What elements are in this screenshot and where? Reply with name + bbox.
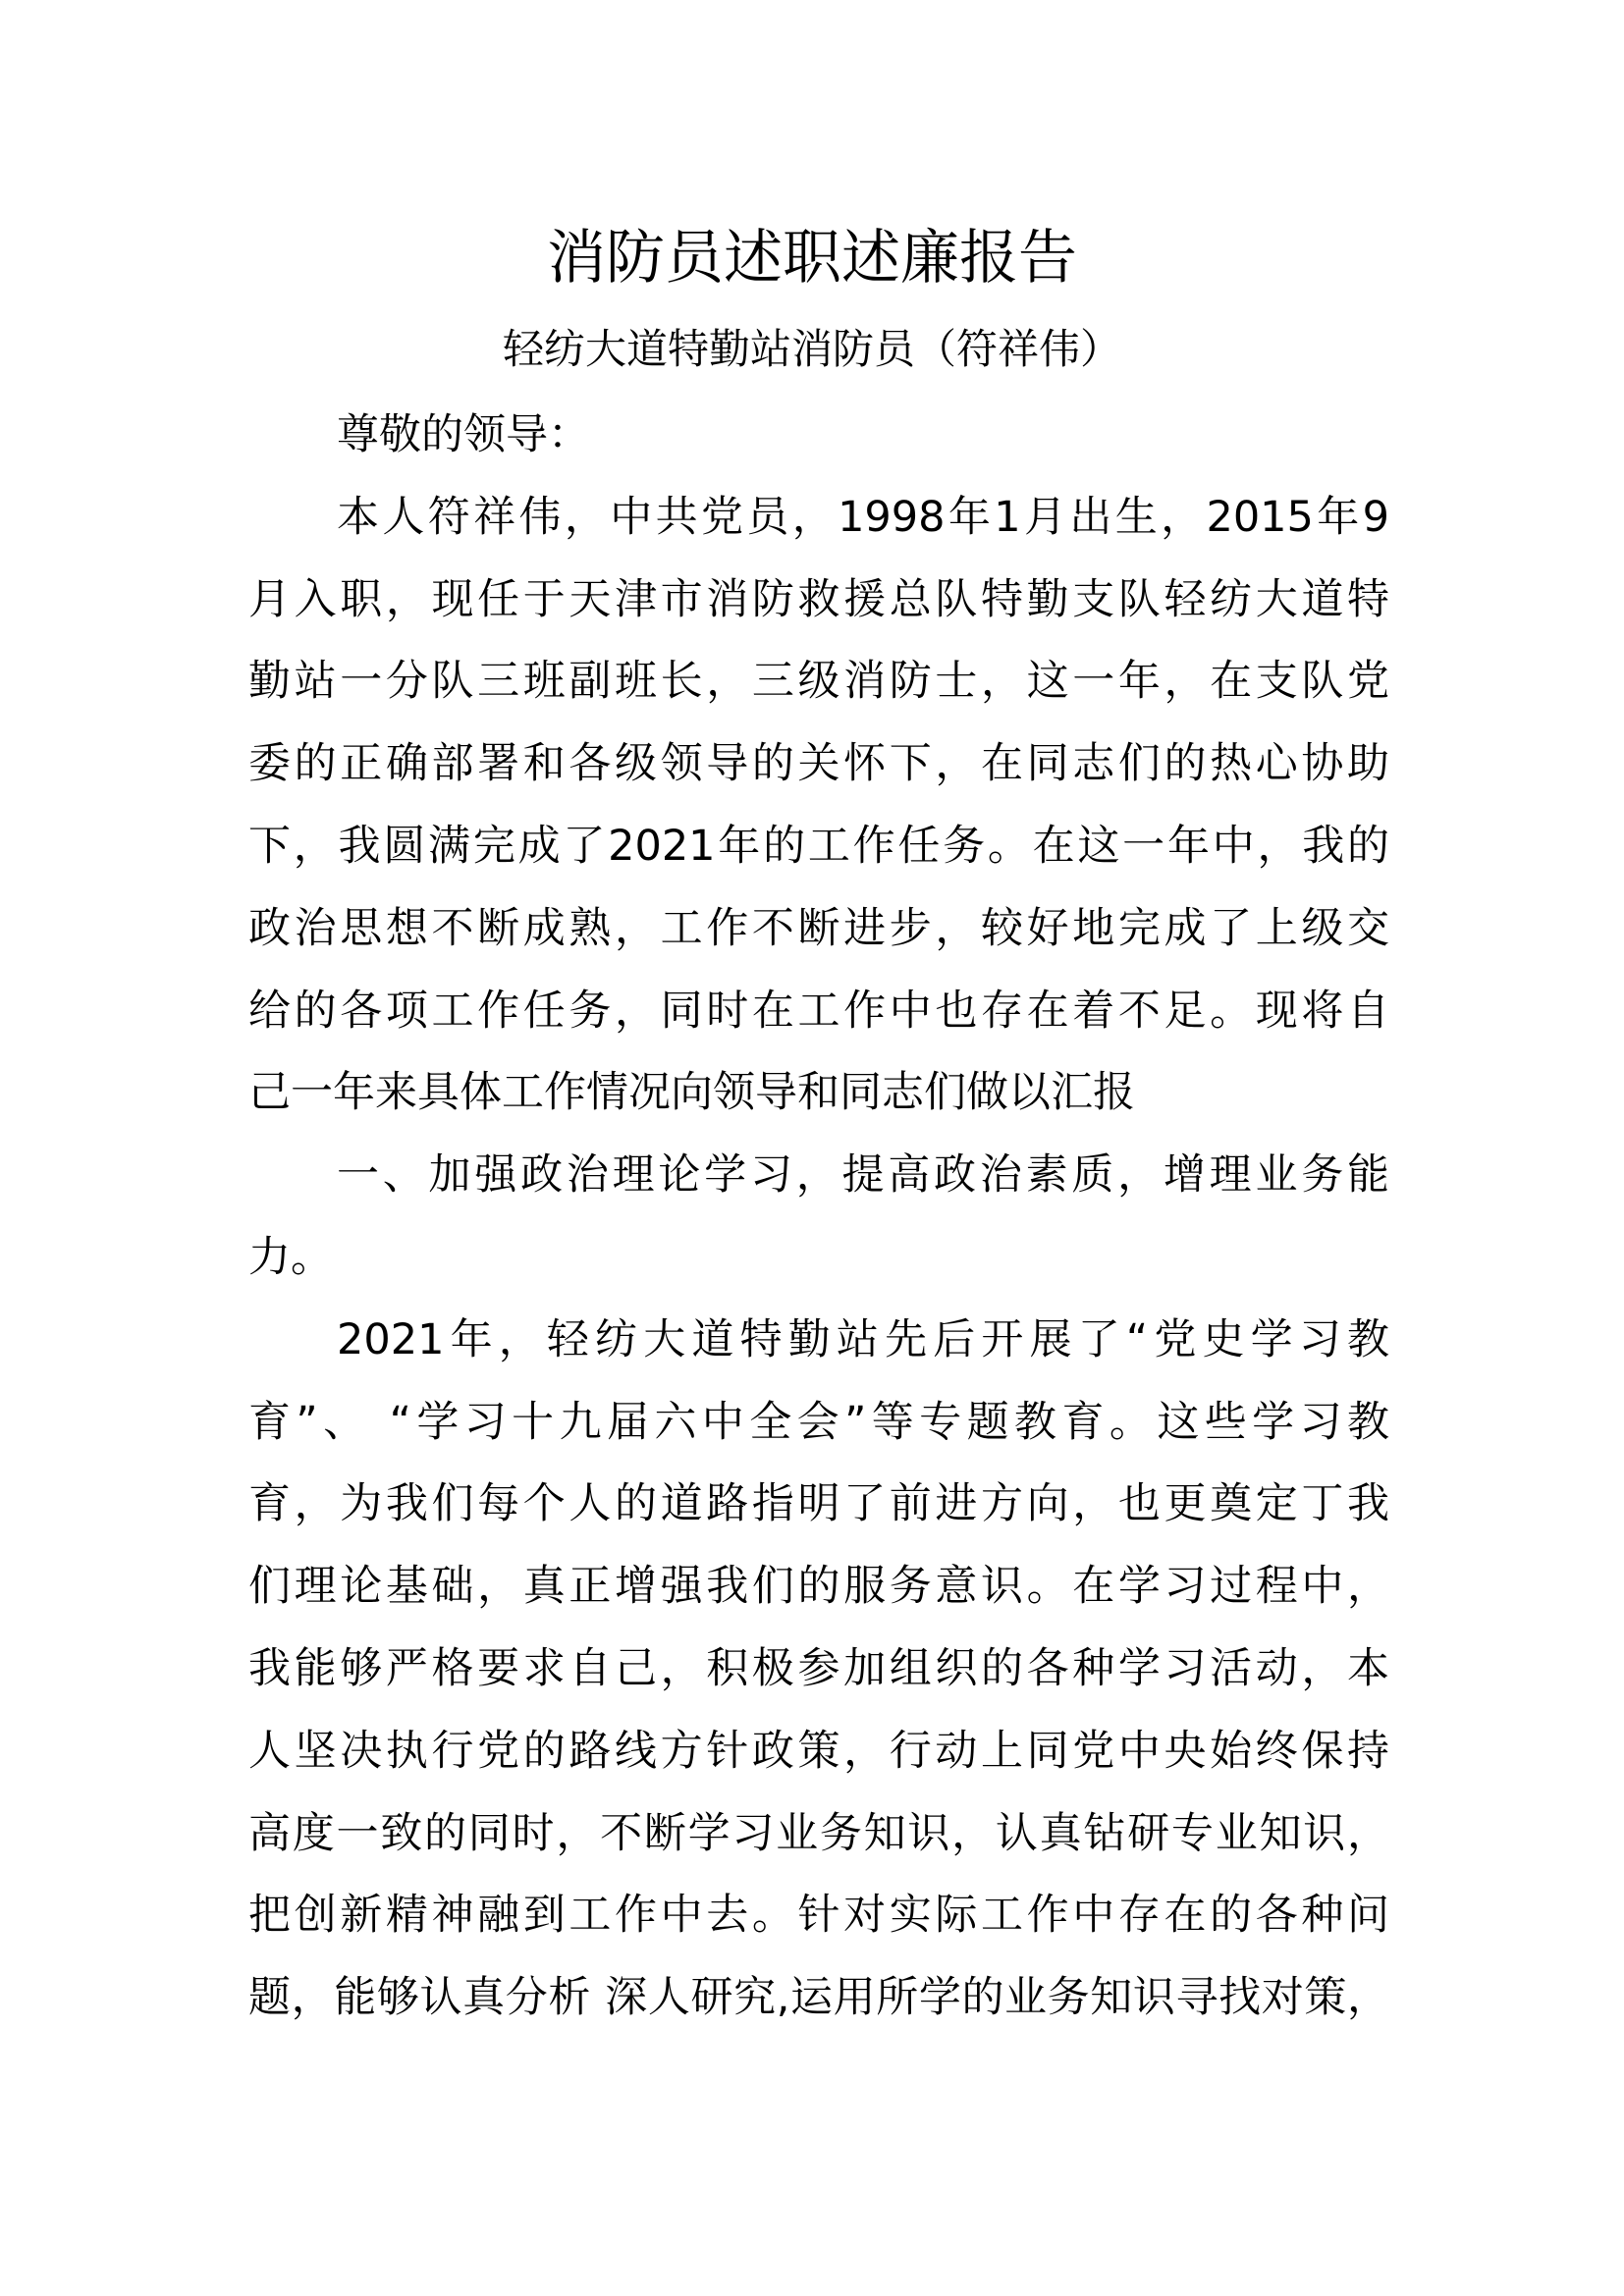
paragraph-1-line: 政治思想不断成熟，工作不断进步，较好地完成了上级交 [248, 903, 1389, 953]
paragraph-3-line: 高度一致的同时，不断学习业务知识，认真钻研专业知识， [248, 1808, 1389, 1858]
paragraph-3-line: 人坚决执行党的路线方针政策，行动上同党中央始终保持 [248, 1726, 1389, 1776]
paragraph-1-line: 月入职，现任于天津市消防救援总队特勤支队轻纺大道特 [248, 574, 1389, 624]
paragraph-0-line: 尊敬的领导： [337, 410, 590, 459]
paragraph-3-line: 育，为我们每个人的道路指明了前进方向，也更奠定丁我 [248, 1479, 1389, 1529]
document-subtitle: 轻纺大道特勤站消防员（符祥伟） [502, 325, 1121, 373]
paragraph-2-line: 一、加强政治理论学习，提高政治素质，增理业务能 [337, 1150, 1389, 1201]
paragraph-3-line: 2021年，轻纺大道特勤站先后开展了“党史学习教 [337, 1314, 1389, 1364]
paragraph-3-line: 我能够严格要求自己，积极参加组织的各种学习活动，本 [248, 1643, 1389, 1693]
paragraph-2-line: 力。 [248, 1232, 333, 1282]
document-title: 消防员述职述廉报告 [547, 224, 1077, 293]
paragraph-3-line: 把创新精神融到工作中去。针对实际工作中存在的各种问 [248, 1891, 1389, 1941]
paragraph-3-line: 们理论基础，真正增强我们的服务意识。在学习过程中， [248, 1562, 1389, 1612]
paragraph-1-line: 下，我圆满完成了2021年的工作任务。在这一年中，我的 [248, 821, 1389, 871]
paragraph-1-line: 给的各项工作任务，同时在工作中也存在着不足。现将自 [248, 986, 1389, 1036]
paragraph-1-line: 己一年来具体工作情况向领导和同志们做以汇报 [248, 1068, 1135, 1118]
paragraph-1-line: 本人符祥伟，中共党员，1998年1月出生，2015年9 [337, 492, 1389, 542]
document-body [248, 395, 1389, 2040]
paragraph-3-line: 题，能够认真分析 深人研究,运用所学的业务知识寻找对策， [248, 1973, 1389, 2023]
paragraph-3-line: 育”、 “学习十九届六中全会”等专题教育。这些学习教 [248, 1397, 1389, 1447]
paragraph-1-line: 勤站一分队三班副班长，三级消防士，这一年，在支队党 [248, 657, 1389, 707]
paragraph-1-line: 委的正确部署和各级领导的关怀下，在同志们的热心协助 [248, 739, 1389, 789]
